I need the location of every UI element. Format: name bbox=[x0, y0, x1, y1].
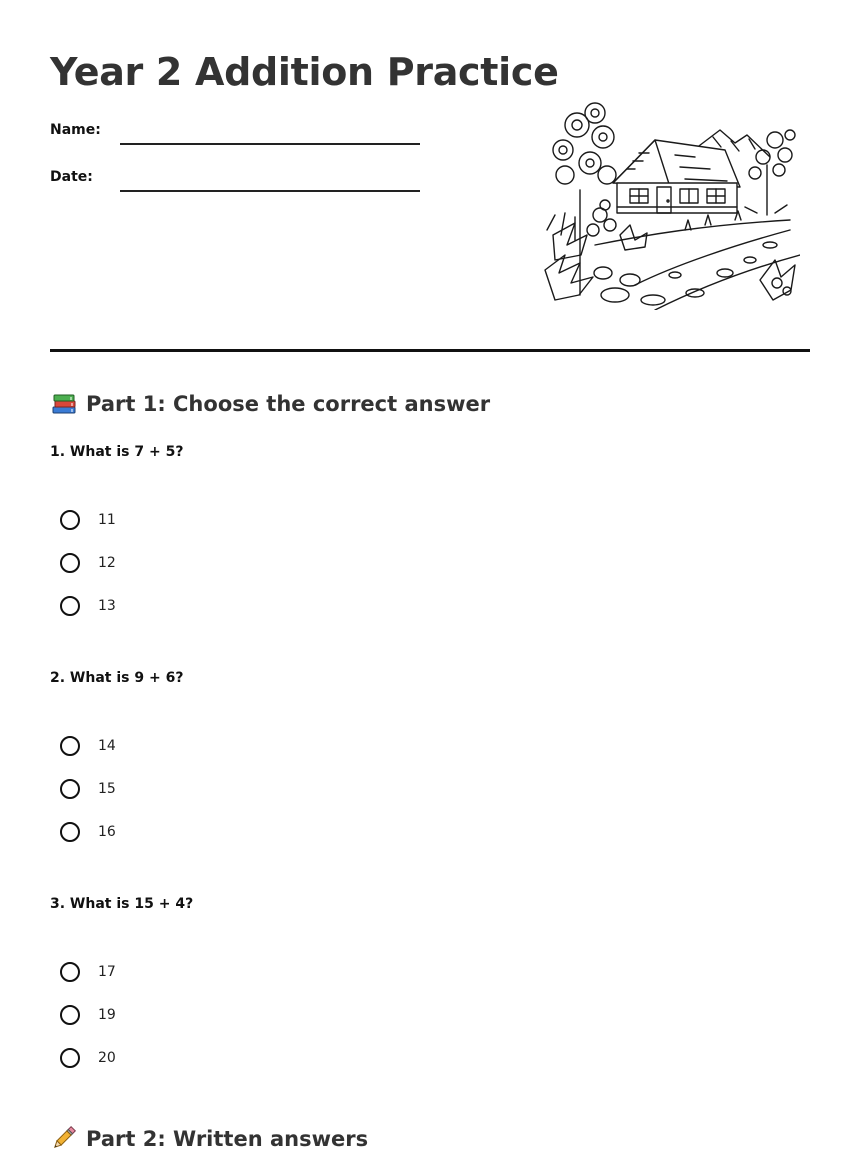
answer-option[interactable] bbox=[60, 1005, 360, 1048]
name-label: Name: bbox=[50, 122, 101, 138]
question-text: 2. What is 9 + 6? bbox=[50, 670, 184, 686]
answer-options bbox=[60, 510, 360, 639]
radio-button[interactable] bbox=[60, 962, 80, 982]
answer-option[interactable] bbox=[60, 779, 360, 822]
books-icon bbox=[50, 389, 78, 417]
option-label: 12 bbox=[98, 555, 116, 571]
answer-option[interactable] bbox=[60, 510, 360, 553]
worksheet-title: Year 2 Addition Practice bbox=[50, 50, 559, 94]
part1-heading bbox=[50, 389, 490, 417]
name-field bbox=[50, 116, 430, 146]
answer-option[interactable] bbox=[60, 553, 360, 596]
date-label: Date: bbox=[50, 169, 93, 185]
answer-option[interactable] bbox=[60, 1048, 360, 1091]
name-line bbox=[120, 143, 420, 145]
option-label: 14 bbox=[98, 738, 116, 754]
answer-option[interactable] bbox=[60, 736, 360, 779]
date-line bbox=[120, 190, 420, 192]
question-text: 1. What is 7 + 5? bbox=[50, 444, 184, 460]
option-label: 16 bbox=[98, 824, 116, 840]
header-divider bbox=[50, 349, 810, 352]
radio-button[interactable] bbox=[60, 822, 80, 842]
radio-button[interactable] bbox=[60, 596, 80, 616]
radio-button[interactable] bbox=[60, 553, 80, 573]
option-label: 15 bbox=[98, 781, 116, 797]
question-2 bbox=[50, 670, 750, 840]
pencil-icon bbox=[50, 1124, 78, 1152]
option-label: 17 bbox=[98, 964, 116, 980]
answer-options bbox=[60, 736, 360, 865]
answer-options bbox=[60, 962, 360, 1091]
radio-button[interactable] bbox=[60, 510, 80, 530]
answer-option[interactable] bbox=[60, 962, 360, 1005]
radio-button[interactable] bbox=[60, 1048, 80, 1068]
question-1 bbox=[50, 444, 750, 614]
radio-button[interactable] bbox=[60, 736, 80, 756]
option-label: 11 bbox=[98, 512, 116, 528]
answer-option[interactable] bbox=[60, 596, 360, 639]
option-label: 19 bbox=[98, 1007, 116, 1023]
radio-button[interactable] bbox=[60, 1005, 80, 1025]
part2-title: Part 2: Written answers bbox=[86, 1127, 369, 1151]
option-label: 13 bbox=[98, 598, 116, 614]
question-3 bbox=[50, 896, 750, 1066]
answer-option[interactable] bbox=[60, 822, 360, 865]
cottage-illustration bbox=[535, 95, 800, 310]
part2-heading bbox=[50, 1124, 368, 1152]
question-text: 3. What is 15 + 4? bbox=[50, 896, 194, 912]
part1-title: Part 1: Choose the correct answer bbox=[86, 392, 491, 416]
option-label: 20 bbox=[98, 1050, 116, 1066]
radio-button[interactable] bbox=[60, 779, 80, 799]
date-field bbox=[50, 163, 430, 193]
